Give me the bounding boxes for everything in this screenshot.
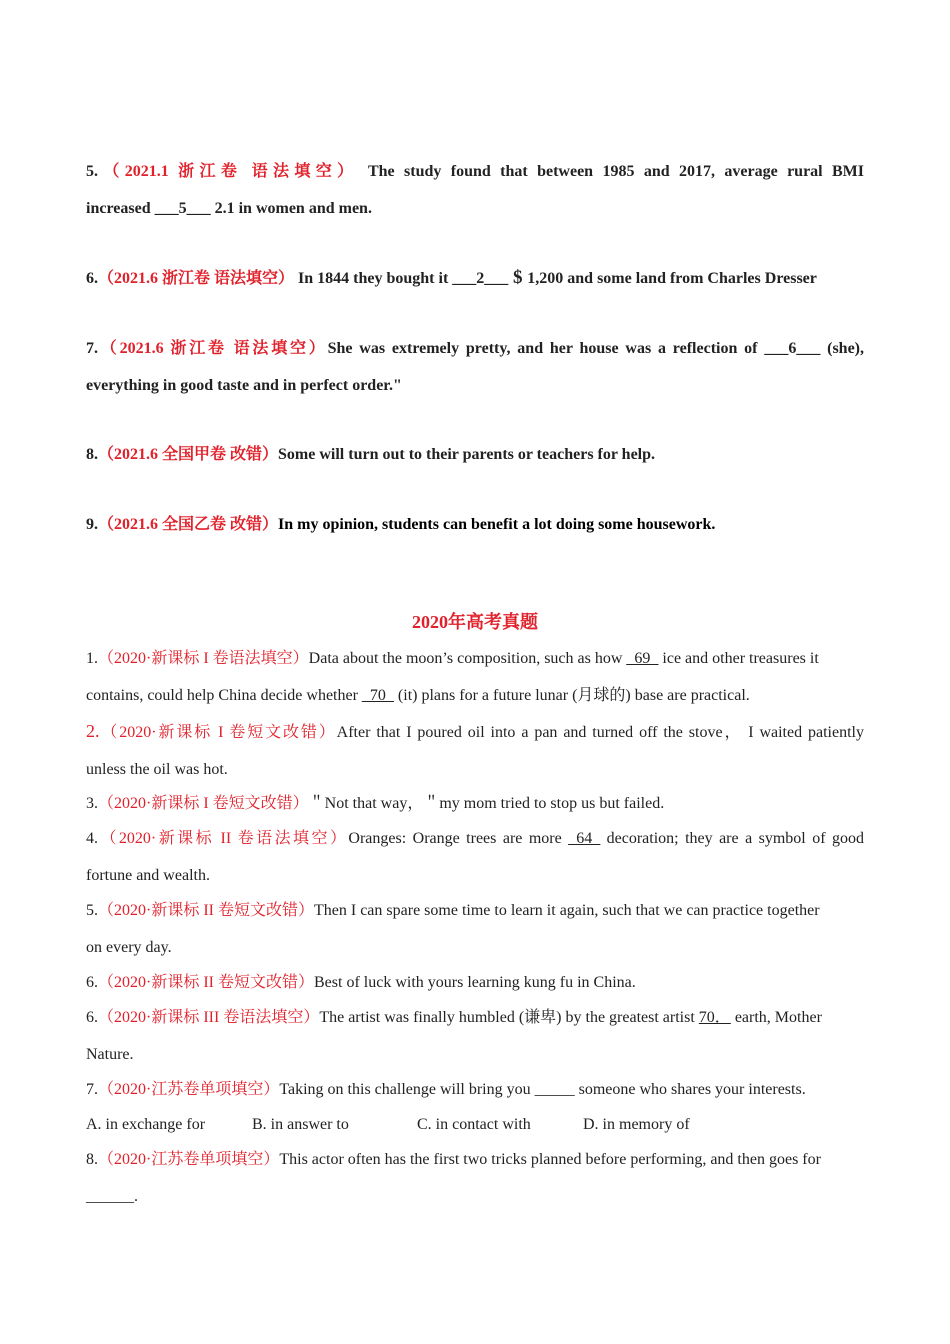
question-number: 5. bbox=[86, 163, 98, 180]
question-number: 1. bbox=[86, 650, 98, 667]
question-source: （2020·江苏卷单项填空） bbox=[98, 1151, 280, 1168]
question-text: 1,200 and some land from Charles Dresser bbox=[527, 270, 817, 287]
option-b[interactable]: B. in answer to bbox=[252, 1116, 349, 1133]
question-line: Nature. bbox=[86, 1046, 134, 1063]
question-number: 7. bbox=[86, 340, 98, 357]
option-a[interactable]: A. in exchange for bbox=[86, 1116, 206, 1133]
question-line: on every day. bbox=[86, 939, 172, 956]
question-number: 6. bbox=[86, 974, 98, 991]
question-text: The artist was finally humbled (谦卑) by the greatest artist bbox=[319, 1009, 699, 1026]
question-source: （2020·新课标 I 卷短文改错） bbox=[99, 724, 337, 741]
option-d[interactable]: D. in memory of bbox=[583, 1116, 690, 1133]
question-text: After that I poured oil into a pan and turned off the stove， I waited patiently bbox=[336, 724, 864, 741]
question-number: 9. bbox=[86, 516, 98, 533]
question-text: Oranges: Orange trees are more bbox=[348, 830, 569, 847]
question-line: everything in good taste and in perfect order." bbox=[86, 377, 402, 394]
question-text: earth, Mother bbox=[730, 1009, 822, 1026]
question-line: unless the oil was hot. bbox=[86, 761, 228, 778]
question-text: She was extremely pretty, and her house was a reflection of bbox=[327, 340, 765, 357]
dollar-symbol: $ bbox=[508, 267, 528, 288]
question-text: In my opinion, students can benefit a lot doing some housework. bbox=[278, 516, 716, 533]
question-text: Best of luck with yours learning kung fu in China. bbox=[314, 974, 636, 991]
section-heading: 2020年高考真题 bbox=[412, 612, 538, 632]
question-text: Some will turn out to their parents or teachers for help. bbox=[278, 446, 656, 463]
question-source: （2020·新课标 I 卷语法填空） bbox=[98, 650, 309, 667]
question-2020-6b bbox=[86, 999, 864, 1073]
question-text: The study found that between 1985 and 2017, average rural BMI bbox=[367, 163, 865, 180]
question-2021-5 bbox=[86, 153, 864, 227]
question-line bbox=[86, 677, 864, 714]
question-text: (she), bbox=[820, 340, 864, 357]
answer-blank: ___5___ bbox=[154, 200, 211, 217]
question-number: 7. bbox=[86, 1081, 98, 1098]
answer-blank: ___6___ bbox=[764, 340, 821, 357]
question-text: In 1844 they bought it bbox=[294, 270, 453, 287]
question-text: Taking on this challenge will bring you _____ someone who shares your interests. bbox=[279, 1081, 806, 1098]
question-number: 8. bbox=[86, 446, 98, 463]
question-2020-3 bbox=[86, 785, 864, 822]
question-source: （2021.6 浙江卷 语法填空） bbox=[98, 270, 295, 287]
question-2020-8 bbox=[86, 1141, 864, 1215]
question-text: 2.1 in women and men. bbox=[210, 200, 372, 217]
question-source: （2020·新课标 II 卷短文改错） bbox=[98, 974, 314, 991]
answer-blank: _69_ bbox=[626, 650, 659, 667]
question-line bbox=[86, 713, 864, 751]
question-line: fortune and wealth. bbox=[86, 867, 210, 884]
question-source: （2021.1 浙江卷 语法填空） bbox=[98, 163, 359, 180]
question-2020-7 bbox=[86, 1071, 864, 1108]
question-source: （2020·新课标 II 卷语法填空） bbox=[98, 830, 349, 847]
question-source: （2021.6 全国乙卷 改错） bbox=[98, 516, 279, 533]
question-2020-5 bbox=[86, 892, 864, 966]
question-line bbox=[86, 330, 864, 367]
question-number: 5. bbox=[86, 902, 98, 919]
question-2021-9 bbox=[86, 506, 864, 543]
question-line bbox=[86, 190, 864, 227]
question-line bbox=[86, 999, 864, 1036]
question-text: This actor often has the first two tricks planned before performing, and then goes for bbox=[279, 1151, 821, 1168]
question-number: 2. bbox=[86, 721, 100, 741]
question-2020-4 bbox=[86, 820, 864, 894]
option-c[interactable]: C. in contact with bbox=[417, 1116, 531, 1133]
question-text: contains, could help China decide whether bbox=[86, 687, 362, 704]
question-2020-6a bbox=[86, 964, 864, 1001]
answer-blank: 70． bbox=[698, 1009, 731, 1026]
question-text: Data about the moon’s composition, such as how bbox=[308, 650, 627, 667]
question-2021-7 bbox=[86, 330, 864, 404]
question-line: ______. bbox=[86, 1188, 138, 1205]
question-line bbox=[86, 892, 864, 929]
question-2021-6 bbox=[86, 259, 864, 297]
question-text: decoration; they are a symbol of good bbox=[600, 830, 864, 847]
question-line bbox=[86, 640, 864, 677]
answer-blank: ___2___ bbox=[452, 270, 509, 287]
answer-blank: _64_ bbox=[568, 830, 601, 847]
question-line bbox=[86, 820, 864, 857]
question-line bbox=[86, 153, 864, 190]
question-source: （2021.6 全国甲卷 改错） bbox=[98, 446, 279, 463]
question-text: Then I can spare some time to learn it again, such that we can practice together bbox=[314, 902, 820, 919]
question-2020-1 bbox=[86, 640, 864, 714]
question-text: ice and other treasures it bbox=[658, 650, 819, 667]
question-source: （2020·新课标 III 卷语法填空） bbox=[98, 1009, 320, 1026]
question-source: （2020·江苏卷单项填空） bbox=[98, 1081, 280, 1098]
question-number: 4. bbox=[86, 830, 98, 847]
question-source: （2020·新课标 I 卷短文改错） bbox=[98, 795, 309, 812]
answer-blank: _70_ bbox=[361, 687, 394, 704]
question-source: （2021.6 浙江卷 语法填空） bbox=[98, 340, 328, 357]
question-number: 3. bbox=[86, 795, 98, 812]
question-source: （2020·新课标 II 卷短文改错） bbox=[98, 902, 314, 919]
question-number: 6. bbox=[86, 270, 98, 287]
question-text: increased bbox=[86, 200, 155, 217]
question-2020-2 bbox=[86, 713, 864, 788]
question-number: 8. bbox=[86, 1151, 98, 1168]
question-2021-8 bbox=[86, 436, 864, 473]
question-number: 6. bbox=[86, 1009, 98, 1026]
question-text: ＂Not that way，＂my mom tried to stop us but failed. bbox=[308, 795, 665, 812]
question-text: (it) plans for a future lunar (月球的) base are practical. bbox=[393, 687, 750, 704]
question-line bbox=[86, 1141, 864, 1178]
